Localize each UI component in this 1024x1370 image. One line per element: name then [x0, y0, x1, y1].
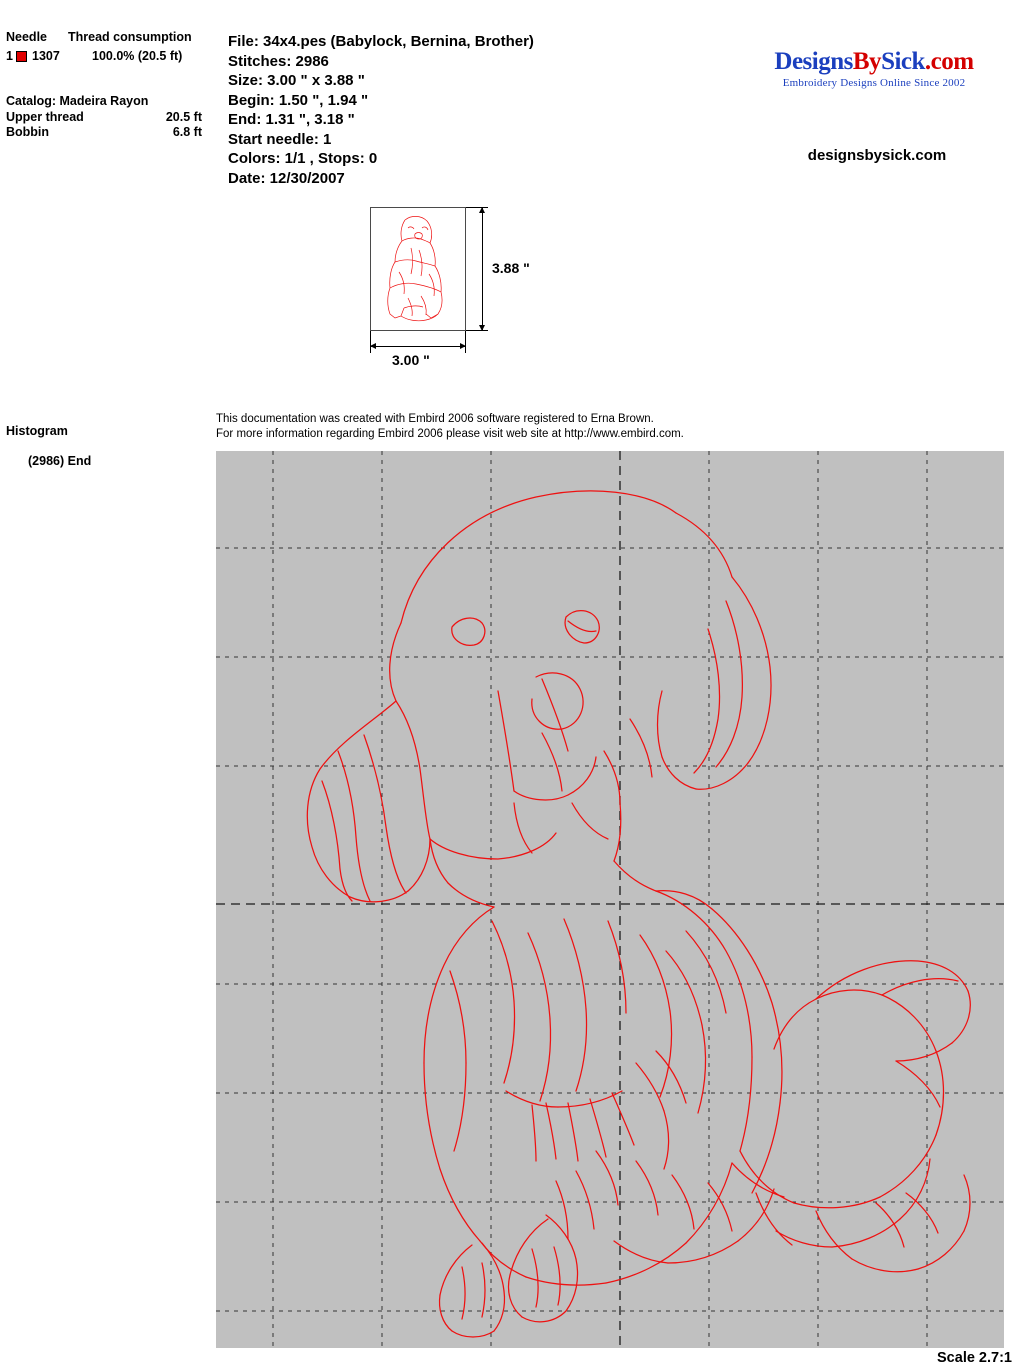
- bobbin-row: [6, 125, 202, 140]
- colors-stops-line: Colors: 1/1 , Stops: 0: [228, 150, 378, 167]
- logo-part-by: By: [852, 48, 882, 75]
- file-name-line: File: 34x4.pes (Babylock, Bernina, Brother): [228, 33, 534, 50]
- needle-index: 1: [6, 49, 13, 63]
- end-line: End: 1.31 ", 3.18 ": [228, 111, 355, 128]
- width-dimension-label: 3.00 ": [392, 352, 430, 368]
- logo-part-com: .com: [924, 48, 974, 75]
- height-dimension-arrow: [482, 207, 483, 331]
- upper-thread-value: 20.5 ft: [165, 110, 202, 124]
- dimension-tick-right: [465, 331, 466, 353]
- table-row: [6, 49, 221, 63]
- thread-color-swatch: [16, 51, 27, 62]
- begin-line: Begin: 1.50 ", 1.94 ": [228, 91, 369, 109]
- stitch-outline: [307, 491, 970, 1337]
- upper-thread-row: [6, 110, 202, 125]
- design-preview-thumbnail: [370, 207, 466, 331]
- date-line: Date: 12/30/2007: [228, 169, 345, 187]
- logo-wordmark: [745, 48, 1003, 76]
- logo-part-designs: Designs: [774, 48, 853, 75]
- brand-logo: [745, 48, 1003, 89]
- website-url: designsbysick.com: [807, 147, 947, 164]
- thread-consumption-column-header: Thread consumption: [68, 30, 192, 44]
- documentation-note-line-2: For more information regarding Embird 2006 please visit web site at http://www.embird.com.: [216, 428, 684, 440]
- documentation-note-line-1: This documentation was created with Embird 2006 software registered to Erna Brown.: [216, 413, 654, 425]
- needle-thread-table: [6, 30, 221, 63]
- documentation-note: [216, 412, 684, 442]
- catalog-summary: [6, 94, 202, 140]
- width-dimension-arrow: [370, 346, 466, 347]
- catalog-name: Catalog: Madeira Rayon: [6, 94, 149, 108]
- stitches-line: Stitches: 2986: [228, 52, 329, 70]
- thread-percent: 100.0% (20.5 ft): [92, 49, 183, 63]
- design-file-info: [228, 32, 534, 188]
- needle-table-header: [6, 30, 221, 44]
- bobbin-value: 6.8 ft: [172, 125, 202, 139]
- thread-code: 1307: [32, 49, 60, 63]
- histogram-end-entry: (2986) End: [28, 454, 92, 468]
- bobbin-label: Bobbin: [6, 125, 50, 139]
- scale-label: Scale 2.7:1: [937, 1350, 1012, 1366]
- height-dimension-label: 3.88 ": [492, 260, 530, 276]
- start-needle-line: Start needle: 1: [228, 130, 332, 148]
- size-line: Size: 3.00 " x 3.88 ": [228, 72, 365, 89]
- dimension-tick-left: [370, 331, 371, 353]
- upper-thread-label: Upper thread: [6, 110, 84, 124]
- design-preview-with-dimensions: [370, 207, 550, 377]
- logo-part-sick: Sick: [881, 48, 925, 75]
- histogram-heading: Histogram: [6, 424, 68, 438]
- logo-tagline: Embroidery Designs Online Since 2002: [782, 77, 966, 89]
- stitch-plot-canvas: [216, 451, 1004, 1348]
- needle-column-header: Needle: [6, 30, 47, 44]
